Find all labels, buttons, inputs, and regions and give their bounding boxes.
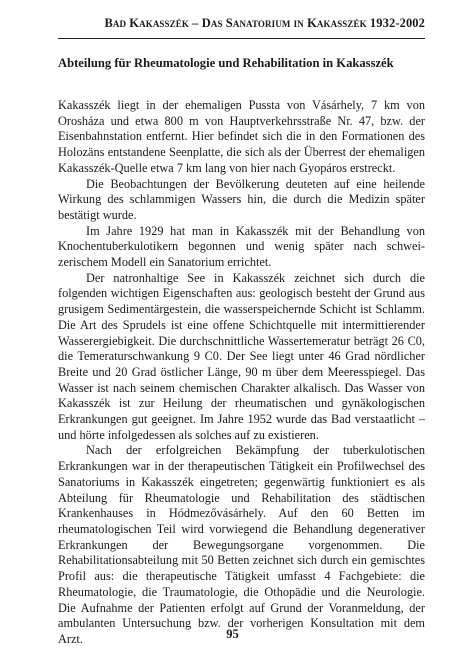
paragraph-4: Der natronhaltige See in Kakasszék zeichnet sich durch die folgenden wichtigen Eigenschaften aus: geologisch besteht der Grund aus grusigem Sedimentärgestein, die wasserspeichernde Schicht ist Schlamm. Die Art des Sprudels ist eine offene Schichtquelle mit intermittierender Wasserergiebigkeit. Die durchschnittliche Wassertemeratur beträgt 26 C0, die Temeraturschwankung 9 C0. Der See liegt unter 46 Grad nördlicher Breite und 20 Grad östlicher Länge, 90 m über dem Meeresspiegel. Das Wasser ist nach seinem chemischen Charakter alkalisch. Das Wasser von Kakasszék ist zur Heilung der rheumatischen und gynäkologischen Erkrankungen gut geeignet. Im Jahre 1952 wurde das Bad verstaatlicht – und hörte infolgedessen als solches auf zu existieren.	[58, 270, 425, 442]
paragraph-2: Die Beobachtungen der Bevölkerung deuteten auf eine heilende Wirkung des schlammigen Wassers hin, die durch die Medizin später bestätigt wurde.	[58, 176, 425, 222]
running-header: Bad Kakasszék – Das Sanatorium in Kakasszék 1932-2002	[104, 16, 425, 30]
page-number: 95	[226, 627, 239, 641]
section-heading: Abteilung für Rheumatologie und Rehabilitation in Kakasszék	[58, 56, 394, 70]
paragraph-5: Nach der erfolgreichen Bekämpfung der tuberkulotischen Erkrankungen war in der therapeutischen Tätigkeit ein Profilwechsel des Sanatoriums in Kakasszék eingetreten; gegenwärtig funktioniert es als Abteilung für Rheumatologie und Rehabilitation des städtischen Krankenhauses in Hódmezővásárhely. Auf den 60 Betten im rheumatologischen Teil wird vorwiegend die Behandlung degenerativer Erkrankungen der Bewegungsorgane vorgenommen. Die Rehabilitationsabteilung mit 50 Betten zeichnet sich durch ein gemischtes Profil aus: die therapeutische Tätigkeit umfasst 4 Fachgebiete: die Rheumatologie, die Traumatologie, die Othopädie und die Neurologie. Die Aufnahme der Patienten erfolgt auf Grund der Voranmeldung, der ambulanten Untersuchung bzw. der vorherigen Konsultation mit dem Arzt.	[58, 443, 425, 646]
header-rule	[58, 38, 425, 39]
paragraph-3: Im Jahre 1929 hat man in Kakasszék mit der Behandlung von Knochentuberkulotikern begonnen und wenig später nach schweizerischem Modell ein Sanatorium errichtet.	[58, 223, 425, 270]
paragraph-1: Kakasszék liegt in der ehemaligen Pussta von Vásárhely, 7 km von Orosháza und etwa 800 m von Hauptverkehrsstraße Nr. 47, bzw. der Eisenbahnstation entfernt. Hier befindet sich die in den Formationen des Holozäns entstandene Seenplatte, die sich als der Überrest der ehemaligen Kakasszék-Quelle etwa 7 km lang von hier nach Gyopáros erstreckt.	[58, 98, 425, 175]
body-text	[58, 98, 425, 648]
